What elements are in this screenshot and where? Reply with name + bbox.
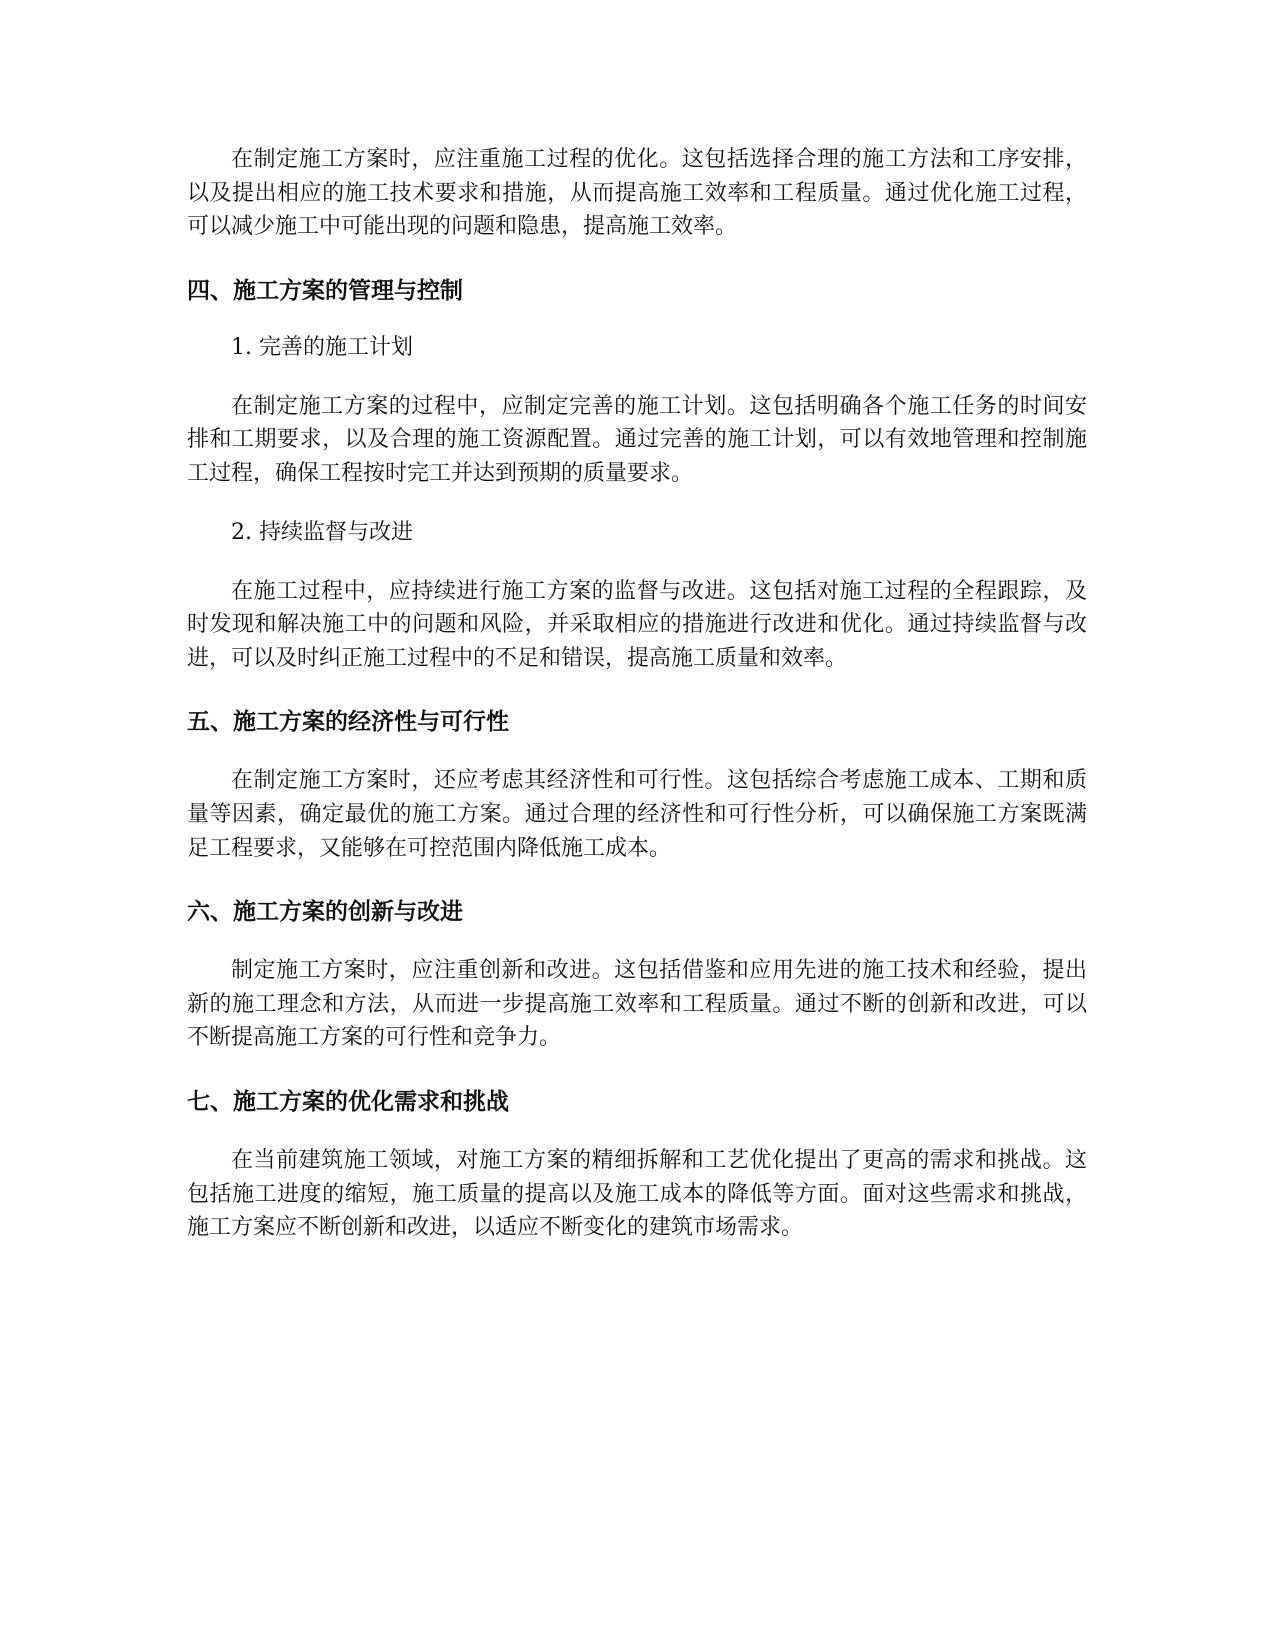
paragraph-innovation: 制定施工方案时，应注重创新和改进。这包括借鉴和应用先进的施工技术和经验，提出新的施工理念和方法，从而进一步提高施工效率和工程质量。通过不断的创新和改进，可以不断提高施工方案的可行性和竞争力。 bbox=[187, 958, 1087, 1051]
paragraph-economy-feasibility: 在制定施工方案时，还应考虑其经济性和可行性。这包括综合考虑施工成本、工期和质量等因素，确定最优的施工方案。通过合理的经济性和可行性分析，可以确保施工方案既满足工程要求，又能够在可控范围内降低施工成本。 bbox=[187, 768, 1087, 861]
section-heading-5: 五、施工方案的经济性与可行性 bbox=[187, 709, 509, 736]
section-heading-6: 六、施工方案的创新与改进 bbox=[187, 899, 463, 926]
section-heading-4: 四、施工方案的管理与控制 bbox=[187, 277, 463, 304]
paragraph-supervision-improvement: 在施工过程中，应持续进行施工方案的监督与改进。这包括对施工过程的全程跟踪，及时发现和解决施工中的问题和风险，并采取相应的措施进行改进和优化。通过持续监督与改进，可以及时纠正施工过程中的不足和错误，提高施工质量和效率。 bbox=[187, 578, 1087, 671]
paragraph-process-optimization: 在制定施工方案时，应注重施工过程的优化。这包括选择合理的施工方法和工序安排，以及提出相应的施工技术要求和措施，从而提高施工效率和工程质量。通过优化施工过程，可以减少施工中可能出现的问题和隐患，提高施工效率。 bbox=[187, 147, 1087, 240]
subheading-4-2: 2. 持续监督与改进 bbox=[231, 519, 413, 545]
subheading-4-1: 1. 完善的施工计划 bbox=[231, 334, 413, 360]
paragraph-construction-plan: 在制定施工方案的过程中，应制定完善的施工计划。这包括明确各个施工任务的时间安排和工期要求，以及合理的施工资源配置。通过完善的施工计划，可以有效地管理和控制施工过程，确保工程按时完工并达到预期的质量要求。 bbox=[187, 393, 1087, 486]
paragraph-demands-challenges: 在当前建筑施工领域，对施工方案的精细拆解和工艺优化提出了更高的需求和挑战。这包括施工进度的缩短，施工质量的提高以及施工成本的降低等方面。面对这些需求和挑战，施工方案应不断创新和改进，以适应不断变化的建筑市场需求。 bbox=[187, 1147, 1087, 1241]
section-heading-7: 七、施工方案的优化需求和挑战 bbox=[187, 1088, 509, 1115]
document-content bbox=[187, 143, 1087, 1245]
